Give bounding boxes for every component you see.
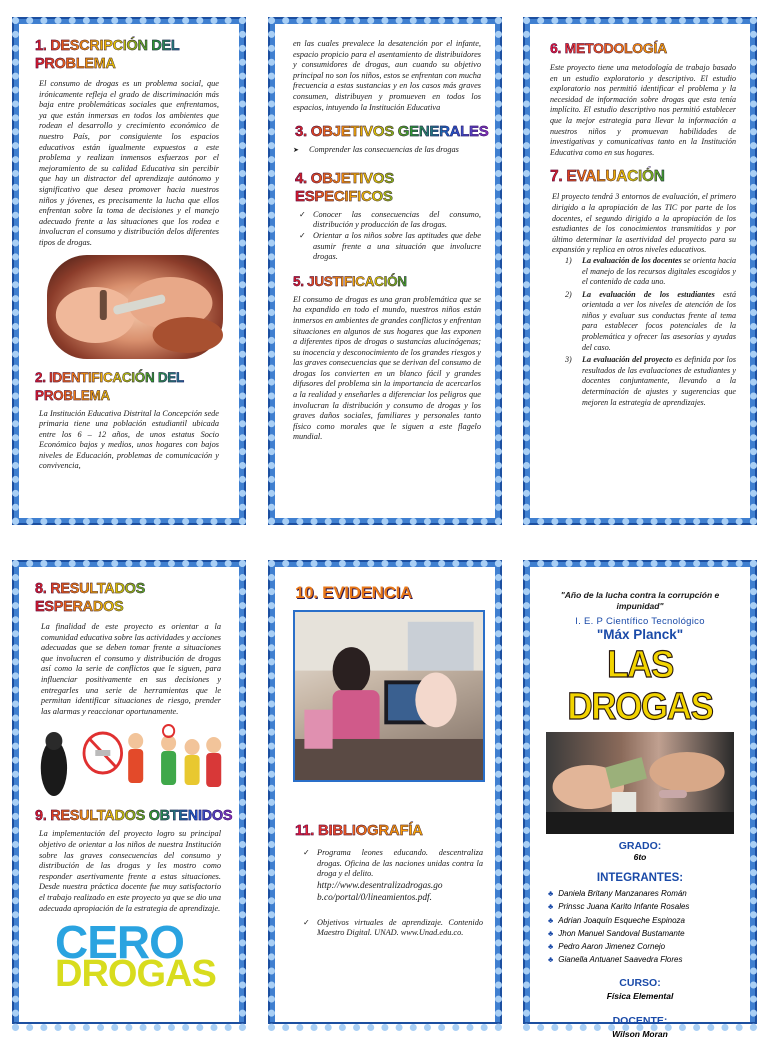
heading-objetivos-generales: 3. OBJETIVOS GENERALES <box>295 123 489 141</box>
cover-title: LAS DROGAS <box>567 644 713 728</box>
person-icon: ♣ <box>548 889 554 898</box>
person-icon: ♣ <box>548 942 554 952</box>
identificacion-text: La Institución Educativa Distrital la Concepción sede primaria tiene una población estudiantil ubicada entre los 6 – 12 años, de unos estatus Socio Económico bajos y medios, unos hogares con bajos niveles de Educación, problemas de comunicación y convivencia, <box>39 408 219 471</box>
panel-metodologia <box>523 17 757 525</box>
metodologia-text: Este proyecto tiene una metodología de trabajo basado en un estudio exploratorio y descriptivo. El estudio exploratorio nos permitió identificar el problema y la necesidad de información sobre drogas que esta tenía implícito. El estudio descriptivo nos permitió establecer que la mejor estrategia para llevar la información a nuestros niños y promuevan habilidades de investigativas y comunicativas tanto en la Institución Educativa como en sus hogares. <box>550 63 736 157</box>
photo-hands-drugs <box>47 255 223 359</box>
curso-value: Física Elemental <box>606 990 674 1001</box>
evaluacion-item: 2) La evaluación de los estudiantes está orientada a ver los niveles de atención de los niños y evaluar sus conductas frente al tema para establecer focos potenciales de la problemática y ofrecer las asesorías y ayudas del caso. <box>565 289 736 352</box>
continuacion-text: en las cuales prevalece la desatención por el infante, espacio propicio para el asentamiento de distribuidores y consumidores de drogas, aun cuando su objetivo principal no son los niños, estos se enfrentan con mucha frecuencia a estas sustancias y en los casos más graves consumen, distribuyen y promueven en todos los espacios, intuyendo la Institución Educativa <box>293 39 481 112</box>
heading-resultados-esperados: 8. RESULTADOS ESPERADOS <box>35 580 233 616</box>
heading-justificacion: 5. JUSTIFICACIÓN <box>293 273 489 291</box>
year-motto: "Año de la lucha contra la corrupción e impunidad" <box>560 590 720 611</box>
bibliografia-item: ✓ Objetivos virtuales de aprendizaje. Contenido Maestro Digital. UNAD. www.Unad.edu.co. <box>301 918 483 939</box>
integrantes-list <box>548 887 744 967</box>
person-icon: ♣ <box>548 928 554 938</box>
cero-drogas-logo <box>55 916 233 996</box>
grado-value: 6to <box>633 852 647 862</box>
panel-resultados <box>12 560 246 1024</box>
integrante-item: ♣ Pedro Aaron Jimenez Cornejo <box>548 942 666 952</box>
bibliografia-url: http://www.desentralizadrogas.go b.co/portal/0/lineamientos.pdf. <box>317 880 443 903</box>
evaluacion-item: 1) La evaluación de los docentes se orienta hacia el manejo de los recursos digitales escogidos y el contenido de cada uno. <box>565 255 736 287</box>
docente-label: DOCENTE: <box>612 1014 668 1027</box>
objetivos-especificos-list <box>281 210 489 263</box>
person-icon: ♣ <box>548 902 554 912</box>
heading-evaluacion: 7. EVALUACIÓN <box>550 168 744 186</box>
grado-label: GRADO: <box>618 840 662 852</box>
integrante-item: ♣ Prinssc Juana Karito Infante Rosales <box>548 902 690 912</box>
justificacion-text: El consumo de drogas es una gran problemática que se ha expandido en todo el mundo, nuestros niños están inmersos en ambientes de grandes conflictos y enfrentan situaciones en algunos de sus hogares que las exponen a diferentes tipos de drogas o sustancias alucinógenas; su inocencia y desconocimiento de los grandes riesgos y las graves consecuencias que se derivan del consumo de drogas los convierten en un blanco fácil y grandes difusores del problema sin la importancia de acercarlos a la realidad y enseñarles a diferenciar los peligros que involucran la distribución y consumo de drogas y los graves daños sociales, familiares y personales tanto físico como morales que le siguen a este flagelo mundial. <box>293 294 482 442</box>
descripcion-text: El consumo de drogas es un problema social, que irónicamente refleja el grado de discriminación más baja entre problemáticas sociales que enfrentamos, ya que están inmersas en todos los ambientes que rodean el desarrollo y crecimiento económico de nuestro País, por consiguiente los espacios educativos están igualmente expuestos a este problema y realizan inmensos esfuerzos por el mejoramiento de su calidad Educativa sin percibir que hay un distractor del aprendizaje autónomo y significativo que desea promover hacia nuestros niños y jóvenes, es precisamente la lucha que ellos enfrentan sobre la toma de decisiones y el manejo adecuado frente a las situaciones que los rodea e involucran el consumo y distribución delos diferentes tipos de drogas. <box>39 79 219 247</box>
curso-label: CURSO: <box>619 976 661 989</box>
heading-identificacion: 2. IDENTIFICACIÓN DEL PROBLEMA <box>35 369 233 405</box>
heading-bibliografia: 11. BIBLIOGRAFÍA <box>295 822 489 840</box>
heading-descripcion: 1. DESCRIPCIÓN DEL PROBLEMA <box>35 37 233 73</box>
panel-objetivos <box>268 17 502 525</box>
evaluacion-item: 3) La evaluación del proyecto es definida por los resultados de las evaluaciones de estudiantes y docentes conjuntamente, llevando a la determinación de ajustes y sugerencias que mejoren la estrategia de aprendizajes. <box>565 355 736 407</box>
heading-objetivos-especificos: 4. OBJETIVOS ESPECIFICOS <box>295 170 489 206</box>
photo-evidence-classroom <box>293 610 485 782</box>
evaluacion-list <box>536 256 744 408</box>
bibliografia-item: ✓ Programa leones educando. descentraliza drogas. Oficina de las naciones unidas contra la droga y el delito. http://www.desentralizadrogas.go b.co/portal/0/lineamientos.pdf. <box>301 848 483 904</box>
person-icon: ♣ <box>548 955 554 965</box>
bibliografia-list <box>281 848 489 939</box>
resultados-esperados-text: La finalidad de este proyecto es orientar a la comunidad educativa sobre las actividades y acciones adecuadas que se deben tomar frente a situaciones que involucren el consumo y distribución de drogas así como la serie de conflictos que le siguen, para influenciar positivamente en sus decisiones y entregarles una serie de herramientas que le permitan identificar situaciones de riesgo, prender las alarmas y reaccionar oportunamente. <box>41 622 221 716</box>
evaluacion-text: El proyecto tendrá 3 entornos de evaluación, el primero dirigido a la apropiación de las TIC por parte de los docentes, el segundo dirigido a la apropiación de los estudiantes de los conocimientos transmitidos y por último determinar la asertividad del proyecto para su expansión y replica en otros niveles educativos. <box>552 192 736 255</box>
integrante-item: ♣ Gianella Antuanet Saavedra Flores <box>548 955 683 965</box>
logo-word-drogas: DROGAS <box>55 953 216 996</box>
objetivo-especifico-item: ✓ Conocer las consecuencias del consumo, distribución y producción de las drogas. <box>297 210 481 231</box>
illustration-kids-say-no <box>37 723 225 803</box>
person-icon: ♣ <box>548 915 554 925</box>
panel-evidencia <box>268 560 502 1024</box>
integrante-item: ♣ Jhon Manuel Sandoval Bustamante <box>548 928 685 938</box>
docente-value: Wilson Moran <box>612 1028 668 1039</box>
resultados-obtenidos-text: La implementación del proyecto logro su principal objetivo de orientar a los niños de nuestra Institución sobre las graves consecuencias del consumo y distribución de las drogas y les mostro como responder asertivamente frente a estas situaciones. Desde nuestra práctica docente fue muy satisfactorio el trabajo realizado en este proyecto ya que se dio una adecuada apropiación de la estrategia de aprendizaje. <box>39 829 221 913</box>
school-type: I. E. P Científico Tecnológico <box>575 616 705 627</box>
integrante-item: ♣ Adrian Joaquín Esqueche Espinoza <box>548 915 686 925</box>
school-name: "Máx Planck" <box>596 627 684 642</box>
heading-evidencia: 10. EVIDENCIA <box>295 583 413 602</box>
photo-drug-exchange <box>546 732 734 834</box>
objetivo-especifico-item: ✓ Orientar a los niños sobre las aptitudes que debe asumir frente a una situación que involucre drogas. <box>297 231 481 263</box>
panel-portada <box>523 560 757 1039</box>
objetivo-general-item: ➤ Comprender las consecuencias de las drogas <box>293 145 481 156</box>
integrantes-label: INTEGRANTES: <box>596 872 684 884</box>
heading-resultados-obtenidos: 9. RESULTADOS OBTENIDOS <box>35 808 233 825</box>
heading-metodologia: 6. METODOLOGÍA <box>550 39 744 57</box>
logo-word-cero: CERO <box>55 916 184 969</box>
panel-descripcion <box>12 17 246 525</box>
objetivos-generales-list <box>281 145 489 156</box>
integrante-item: ♣ Daniela Britany Manzanares Román <box>548 889 687 898</box>
